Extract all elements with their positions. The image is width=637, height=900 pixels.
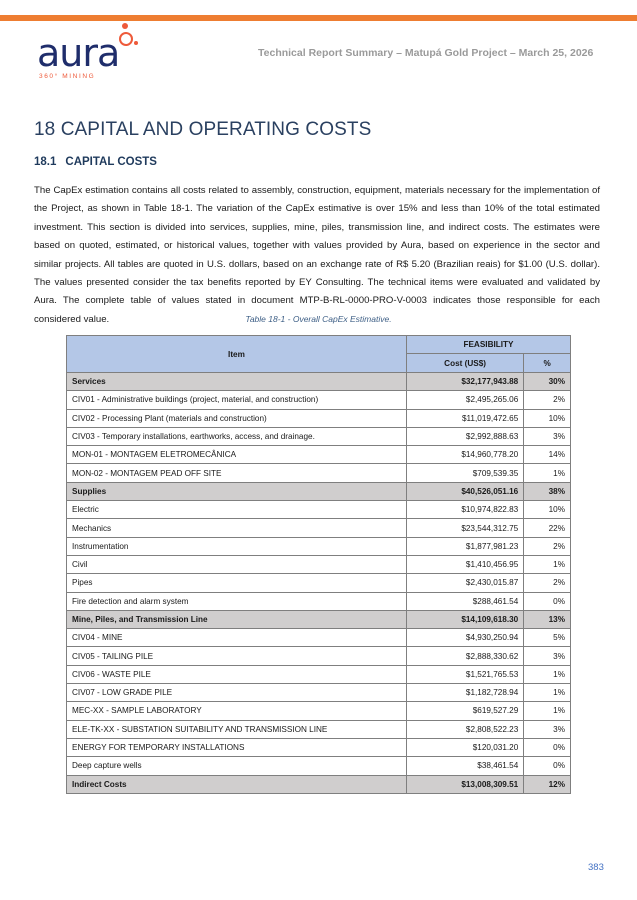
row-percent-cell: 2% (524, 391, 571, 409)
row-item-cell: Supplies (67, 482, 407, 500)
body-paragraph: The CapEx estimation contains all costs related to assembly, construction, equipment, materials necessary for the implementation of the Project, as shown in Table 18-1. The variation of the CapEx estimative is over 15% and less than 10% of the total estimated investment. This section is divided into services, supplies, mine, piles, transmission line, and indirect costs. The estimates were based on quoted, estimated, or historical values, together with values provided by Aura, based on experience in the sector and similar projects. All tables are quoted in U.S. dollars, based on an exchange rate of R$ 5.20 (Brazilian reais) for $1.00 (U.S. dollar). The values presented consider the tax benefits reported by EY Consulting. The technical items were evaluated and validated by Aura. The complete table of values stated in document MTP-B-RL-0000-PRO-V-0003 indicates those responsible for each considered value. (34, 185, 600, 325)
table-row (67, 427, 571, 445)
row-cost-cell: $40,526,051.16 (406, 482, 523, 500)
row-percent-cell: 14% (524, 446, 571, 464)
row-item-cell: Civil (67, 555, 407, 573)
row-item-cell: CIV05 - TAILING PILE (67, 647, 407, 665)
row-percent-cell: 3% (524, 720, 571, 738)
subsection-heading (34, 156, 157, 168)
table-row (67, 409, 571, 427)
row-percent-cell: 0% (524, 592, 571, 610)
row-item-cell: CIV01 - Administrative buildings (project, material, and construction) (67, 391, 407, 409)
table-row (67, 665, 571, 683)
row-cost-cell: $2,495,265.06 (406, 391, 523, 409)
row-item-cell: Pipes (67, 574, 407, 592)
row-percent-cell: 30% (524, 373, 571, 391)
row-percent-cell: 0% (524, 757, 571, 775)
row-percent-cell: 13% (524, 610, 571, 628)
subsection-title: CAPITAL COSTS (65, 156, 157, 168)
row-percent-cell: 1% (524, 555, 571, 573)
row-percent-cell: 0% (524, 738, 571, 756)
row-item-cell: Services (67, 373, 407, 391)
table-row (67, 738, 571, 756)
row-item-cell: MON-01 - MONTAGEM ELETROMECÂNICA (67, 446, 407, 464)
row-cost-cell: $288,461.54 (406, 592, 523, 610)
row-percent-cell: 2% (524, 574, 571, 592)
row-cost-cell: $1,877,981.23 (406, 537, 523, 555)
table-row (67, 720, 571, 738)
row-cost-cell: $23,544,312.75 (406, 519, 523, 537)
table-row (67, 537, 571, 555)
table-row (67, 519, 571, 537)
row-item-cell: Deep capture wells (67, 757, 407, 775)
table-row (67, 501, 571, 519)
row-percent-cell: 38% (524, 482, 571, 500)
table-row (67, 757, 571, 775)
row-percent-cell: 12% (524, 775, 571, 793)
table-row (67, 574, 571, 592)
row-cost-cell: $14,960,778.20 (406, 446, 523, 464)
row-item-cell: CIV07 - LOW GRADE PILE (67, 684, 407, 702)
row-percent-cell: 10% (524, 409, 571, 427)
logo-ring-icon (119, 32, 133, 46)
table-group-row (67, 482, 571, 500)
table-group-row (67, 610, 571, 628)
row-cost-cell: $709,539.35 (406, 464, 523, 482)
row-percent-cell: 3% (524, 647, 571, 665)
row-cost-cell: $1,521,765.53 (406, 665, 523, 683)
table-row (67, 684, 571, 702)
row-item-cell: CIV03 - Temporary installations, earthworks, access, and drainage. (67, 427, 407, 445)
row-cost-cell: $4,930,250.94 (406, 629, 523, 647)
aura-logo (37, 22, 137, 84)
logo-tagline: 360° MINING (39, 73, 96, 80)
column-header-item: Item (67, 336, 407, 373)
table-row (67, 391, 571, 409)
capex-table (66, 335, 571, 794)
running-header-title: Technical Report Summary – Matupá Gold Project – March 25, 2026 (258, 47, 594, 59)
logo-wordmark: aura (37, 31, 120, 75)
row-cost-cell: $2,992,888.63 (406, 427, 523, 445)
row-cost-cell: $38,461.54 (406, 757, 523, 775)
logo-small-dot-icon (134, 41, 138, 45)
table-row (67, 446, 571, 464)
row-cost-cell: $2,430,015.87 (406, 574, 523, 592)
table-row (67, 629, 571, 647)
table-row (67, 647, 571, 665)
table-caption: Table 18-1 - Overall CapEx Estimative. (245, 314, 392, 324)
row-item-cell: Mechanics (67, 519, 407, 537)
row-percent-cell: 10% (524, 501, 571, 519)
row-item-cell: ENERGY FOR TEMPORARY INSTALLATIONS (67, 738, 407, 756)
row-item-cell: CIV06 - WASTE PILE (67, 665, 407, 683)
section-heading: 18 CAPITAL AND OPERATING COSTS (34, 119, 372, 140)
table-group-row (67, 373, 571, 391)
logo-dot-icon (122, 23, 128, 29)
row-item-cell: ELE-TK-XX - SUBSTATION SUITABILITY AND TRANSMISSION LINE (67, 720, 407, 738)
row-cost-cell: $13,008,309.51 (406, 775, 523, 793)
subsection-number: 18.1 (34, 156, 57, 168)
table-row (67, 464, 571, 482)
row-cost-cell: $1,182,728.94 (406, 684, 523, 702)
table-group-row (67, 775, 571, 793)
row-item-cell: Mine, Piles, and Transmission Line (67, 610, 407, 628)
row-item-cell: Instrumentation (67, 537, 407, 555)
row-percent-cell: 5% (524, 629, 571, 647)
row-percent-cell: 1% (524, 665, 571, 683)
row-percent-cell: 1% (524, 684, 571, 702)
column-group-header-feasibility: FEASIBILITY (406, 336, 570, 354)
row-item-cell: MEC-XX - SAMPLE LABORATORY (67, 702, 407, 720)
row-item-cell: Indirect Costs (67, 775, 407, 793)
row-percent-cell: 3% (524, 427, 571, 445)
row-percent-cell: 1% (524, 702, 571, 720)
row-item-cell: MON-02 - MONTAGEM PEAD OFF SITE (67, 464, 407, 482)
row-item-cell: CIV04 - MINE (67, 629, 407, 647)
column-header-percent: % (524, 354, 571, 373)
row-cost-cell: $2,808,522.23 (406, 720, 523, 738)
column-header-cost: Cost (US$) (406, 354, 523, 373)
header-accent-bar (0, 15, 637, 21)
row-percent-cell: 22% (524, 519, 571, 537)
row-percent-cell: 2% (524, 537, 571, 555)
table-body (67, 373, 571, 794)
row-item-cell: CIV02 - Processing Plant (materials and construction) (67, 409, 407, 427)
row-cost-cell: $619,527.29 (406, 702, 523, 720)
row-cost-cell: $2,888,330.62 (406, 647, 523, 665)
table-row (67, 555, 571, 573)
row-cost-cell: $120,031.20 (406, 738, 523, 756)
row-cost-cell: $11,019,472.65 (406, 409, 523, 427)
table-row (67, 702, 571, 720)
page-number: 383 (588, 862, 604, 873)
table-row (67, 592, 571, 610)
row-cost-cell: $10,974,822.83 (406, 501, 523, 519)
row-percent-cell: 1% (524, 464, 571, 482)
row-item-cell: Electric (67, 501, 407, 519)
row-item-cell: Fire detection and alarm system (67, 592, 407, 610)
row-cost-cell: $14,109,618.30 (406, 610, 523, 628)
row-cost-cell: $1,410,456.95 (406, 555, 523, 573)
row-cost-cell: $32,177,943.88 (406, 373, 523, 391)
